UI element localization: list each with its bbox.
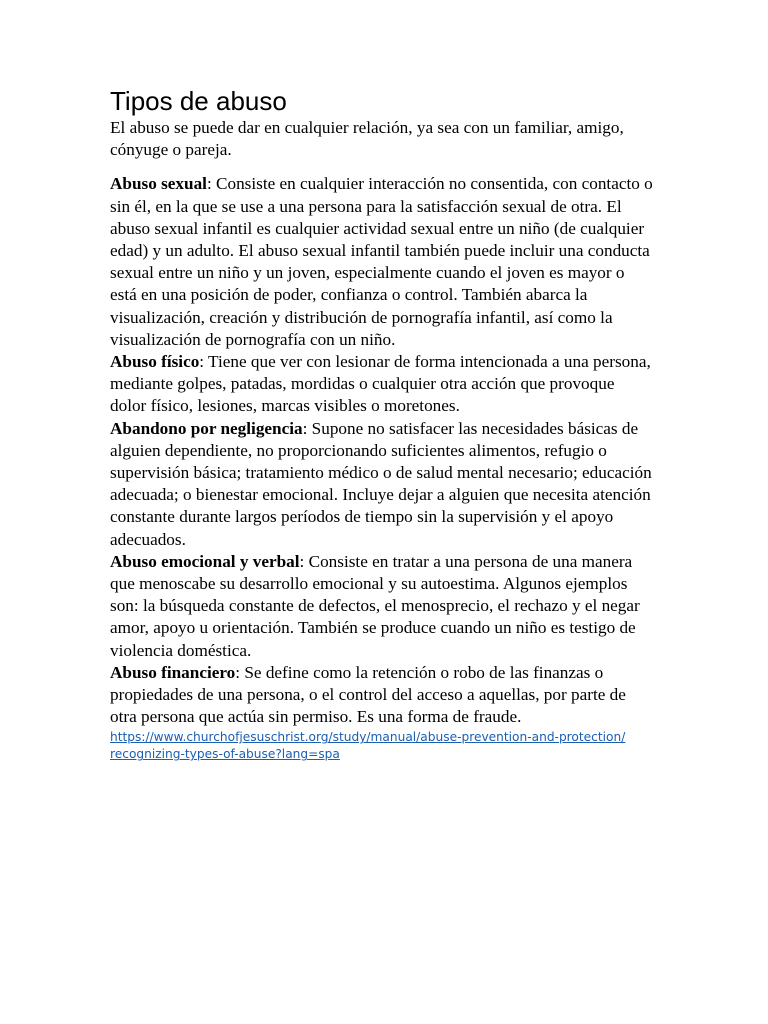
- intro-paragraph: El abuso se puede dar en cualquier relación, ya sea con un familiar, amigo, cónyuge o pareja.: [110, 118, 624, 160]
- section-term: Abuso financiero: [110, 662, 236, 682]
- source-link-line-1: https://www.churchofjesuschrist.org/study/manual/abuse-prevention-and-protection/: [110, 730, 626, 745]
- section-text: : Supone no satisfacer las necesidades básicas de alguien dependiente, no proporcionando suficientes alimentos, refugio o supervisión básica; tratamiento médico o de salud mental necesario; educación adecuada; o bienestar emocional. Incluye dejar a alguien que necesita atención constante durante largos períodos de tiempo sin la supervisión y el apoyo adecuados.: [110, 418, 652, 549]
- section-term: Abuso emocional y verbal: [110, 551, 300, 571]
- section-abuso-emocional-verbal: [110, 551, 655, 662]
- document-title: Tipos de abuso: [110, 86, 287, 116]
- document-page: [110, 86, 655, 763]
- section-text: : Se define como la retención o robo de las finanzas o propiedades de una persona, o el control del acceso a aquellas, por parte de otra persona que actúa sin permiso. Es una forma de fraude.: [110, 662, 626, 727]
- section-abuso-sexual: [110, 173, 655, 351]
- source-link-line-2: recognizing-types-of-abuse?lang=spa: [110, 747, 340, 762]
- section-term: Abandono por negligencia: [110, 418, 303, 438]
- section-abuso-fisico: [110, 351, 655, 418]
- section-term: Abuso sexual: [110, 174, 207, 194]
- section-abandono-negligencia: [110, 418, 655, 551]
- section-text: : Consiste en tratar a una persona de una manera que menoscabe su desarrollo emocional y su autoestima. Algunos ejemplos son: la búsqueda constante de defectos, el menosprecio, el rechazo y el negar amor, apoyo u orientación. También se produce cuando un niño es testigo de violencia doméstica.: [110, 551, 640, 660]
- section-text: : Consiste en cualquier interacción no consentida, con contacto o sin él, en la que se use a una persona para la satisfacción sexual de otra. El abuso sexual infantil es cualquier actividad sexual entre un niño (de cualquier edad) y un adulto. El abuso sexual infantil también puede incluir una conducta sexual entre un niño y un joven, especialmente cuando el joven es mayor o está en una posición de poder, confianza o control. También abarca la visualización, creación y distribución de pornografía infantil, así como la visualización de pornografía con un niño.: [110, 174, 653, 349]
- section-text: : Tiene que ver con lesionar de forma intencionada a una persona, mediante golpes, patadas, mordidas o cualquier otra acción que provoque dolor físico, lesiones, marcas visibles o moretones.: [110, 352, 651, 416]
- source-link[interactable]: [110, 729, 655, 763]
- section-term: Abuso físico: [110, 352, 200, 372]
- section-abuso-financiero: [110, 662, 655, 729]
